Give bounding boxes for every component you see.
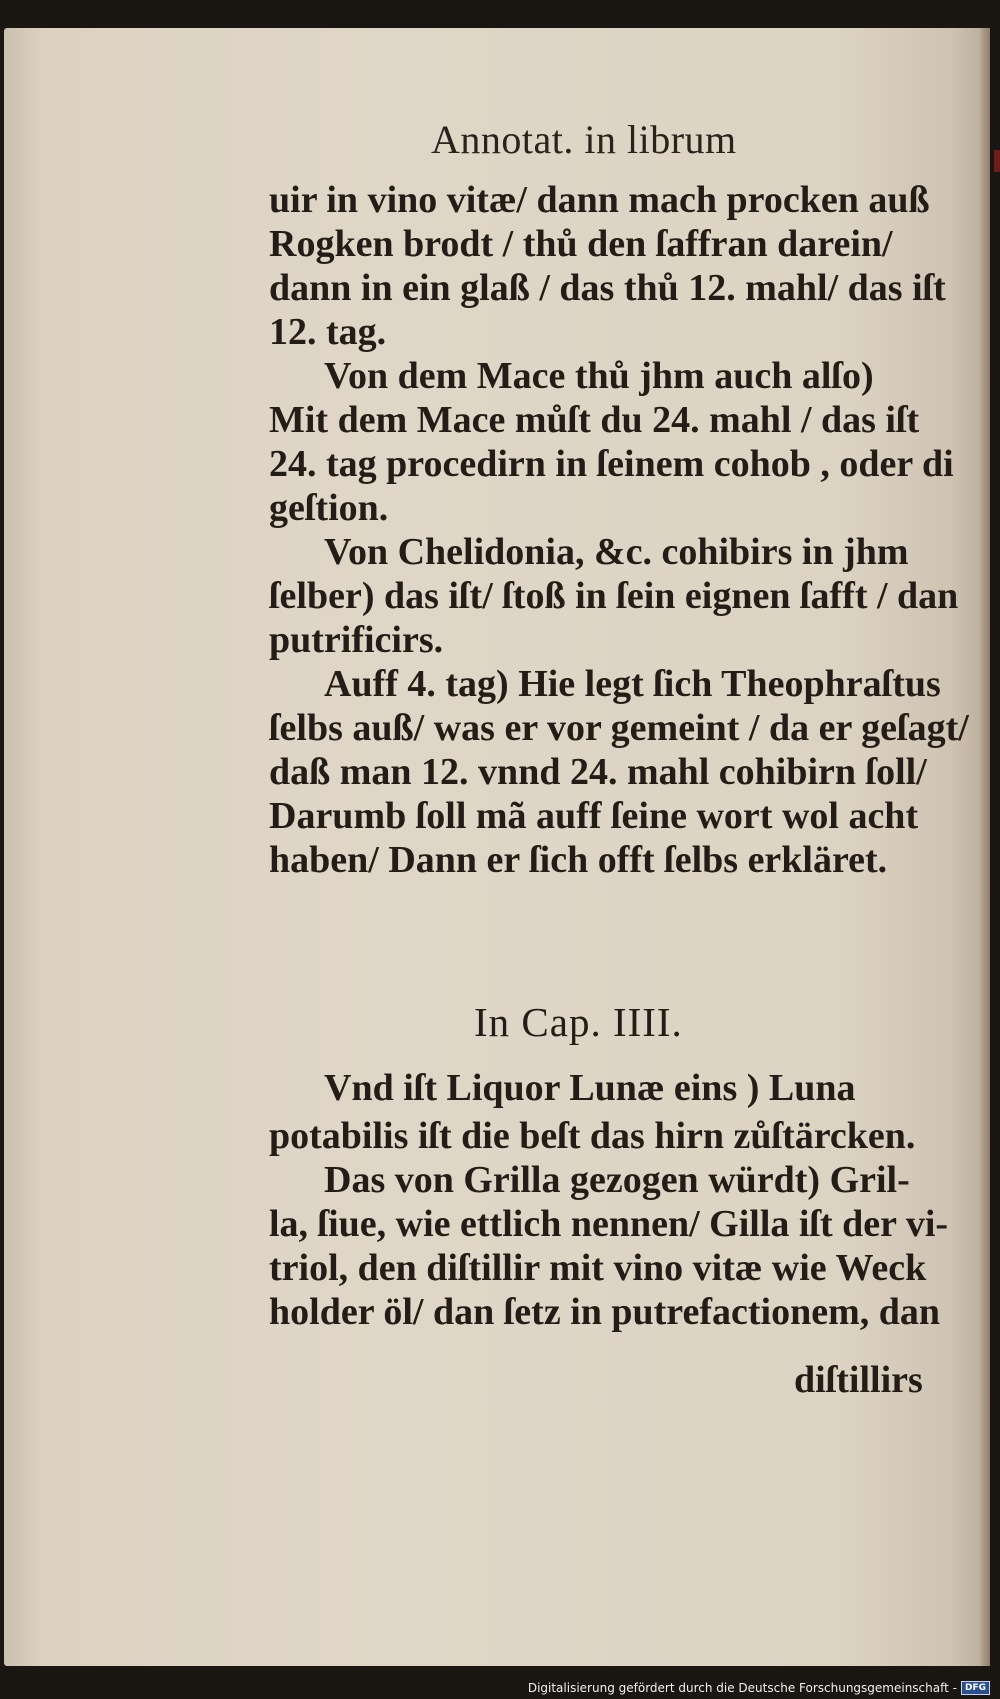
text-line: uir in vino vitæ/ dann mach procken auß xyxy=(269,179,930,221)
text-line: Auff 4. tag) Hie legt ſich Theophraſtus xyxy=(324,663,941,705)
edge-mark xyxy=(994,150,1000,172)
text-line: geſtion. xyxy=(269,487,389,529)
text-line: Vnd iſt Liquor Lunæ eins ) Luna xyxy=(324,1067,856,1109)
text-line: la, ſiue, wie ettlich nennen/ Gilla iſt der vi- xyxy=(269,1203,949,1245)
text-line: ſelber) das iſt/ ſtoß in ſein eignen ſafft / dan xyxy=(269,575,959,617)
dfg-logo: DFG xyxy=(961,1681,990,1695)
text-line: haben/ Dann er ſich offt ſelbs erkläret. xyxy=(269,839,888,881)
text-line: Rogken brodt / thů den ſaffran darein/ xyxy=(269,223,893,265)
text-line: 12. tag. xyxy=(269,311,387,353)
text-line: triol, den diſtillir mit vino vitæ wie Weck xyxy=(269,1247,927,1289)
page-edge xyxy=(980,28,990,1666)
text-line: 24. tag procedirn in ſeinem cohob , oder di xyxy=(269,443,954,485)
text-line: potabilis iſt die beſt das hirn zůſtärcken. xyxy=(269,1115,916,1157)
text-line: daß man 12. vnnd 24. mahl cohibirn ſoll/ xyxy=(269,751,927,793)
text-line: Das von Grilla gezogen würdt) Gril- xyxy=(324,1159,910,1201)
text-line: Von dem Mace thů jhm auch alſo) xyxy=(324,355,874,397)
text-line: putrificirs. xyxy=(269,619,444,661)
catchword: diſtillirs xyxy=(794,1359,923,1401)
text-line: Von Chelidonia, &c. cohibirs in jhm xyxy=(324,531,909,573)
text-line: Mit dem Mace můſt du 24. mahl / das iſt xyxy=(269,399,920,441)
digitization-footer xyxy=(528,1681,990,1695)
text-line: holder öl/ dan ſetz in putrefactionem, dan xyxy=(269,1291,941,1333)
text-line: ſelbs auß/ was er vor gemeint / da er geſagt/ xyxy=(269,707,969,749)
chapter-heading: In Cap. IIII. xyxy=(474,999,683,1045)
running-head: Annotat. in librum xyxy=(431,117,737,162)
footer-text: Digitalisierung gefördert durch die Deutsche Forschungsgemeinschaft - xyxy=(527,1681,957,1695)
text-line: dann in ein glaß / das thů 12. mahl/ das iſt xyxy=(269,267,946,309)
text-line: Darumb ſoll mã auff ſeine wort wol acht xyxy=(269,795,919,837)
book-page xyxy=(4,28,990,1666)
